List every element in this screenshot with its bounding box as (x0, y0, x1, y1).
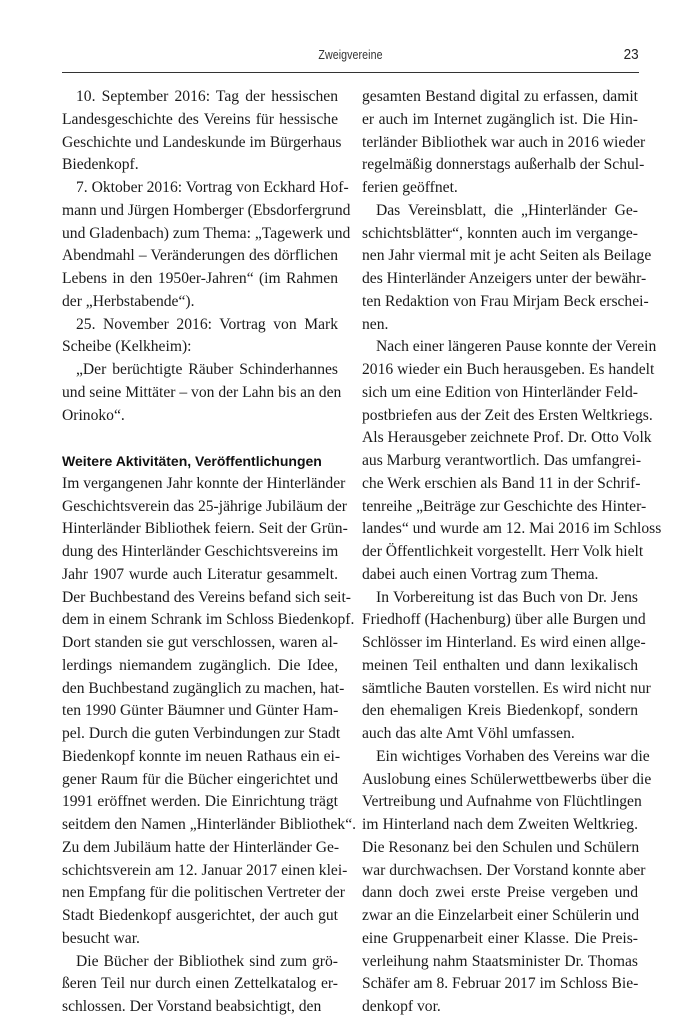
text-line: und Gladenbach) zum Thema: „Tagewerk und (62, 224, 351, 242)
text-line: aus Marburg verantwortlich. Das umfangrei- (362, 452, 642, 469)
text-line: den Buchbestand zugänglich zu machen, hat- (62, 679, 345, 697)
body-paragraph (362, 200, 652, 337)
text-line: dem in einem Schrank im Schloss Biedenkopf. (62, 611, 355, 629)
text-line: meinen Teil enthalten und dann lexikalisch (362, 656, 638, 674)
text-line: war durchwachsen. Der Vorstand konnte aber (362, 861, 646, 879)
body-paragraph (62, 473, 357, 951)
event-entry (62, 86, 342, 177)
text-line: Friedhoff (Hachenburg) über alle Burgen und (362, 611, 646, 629)
text-line: sich um eine Edition von Hinterländer Feld- (362, 383, 638, 401)
text-line: Orinoko“. (62, 406, 125, 424)
text-line: Die Resonanz bei den Schulen und Schülern (362, 838, 640, 856)
text-line: schichtsblätter“, konnten auch im vergange- (362, 224, 638, 242)
text-line: Vertreibung und Aufnahme von Flüchtlingen (362, 793, 642, 811)
text-line: besucht war. (62, 929, 140, 947)
event-entry (62, 314, 338, 360)
event-entry (62, 359, 342, 427)
text-line: Biedenkopf. (62, 156, 139, 174)
text-line: dabei auch einen Vortrag zum Thema. (362, 565, 599, 583)
text-line: Lebens in den 1950er-Jahren“ (im Rahmen (62, 270, 338, 287)
text-line: lerdings niemandem zugänglich. Die Idee, (62, 656, 338, 674)
text-line: Geschichte und Landeskunde im Bürgerhaus (62, 133, 342, 151)
text-line: nen Jahr viermal mit je acht Seiten als Beilage (362, 247, 652, 265)
text-line: des Hinterländer Anzeigers unter der bewähr- (362, 270, 647, 287)
event-entry (62, 177, 351, 314)
body-paragraph (362, 86, 646, 200)
text-line: und seine Mittäter – von der Lahn bis an den (62, 383, 342, 401)
text-line: „Der berüchtigte Räuber Schinderhannes (76, 361, 338, 378)
text-line: In Vorbereitung ist das Buch von Dr. Jens (376, 588, 638, 606)
text-line: dann doch zwei erste Preise vergeben und (362, 884, 638, 902)
text-line: ßeren Teil nur durch einen Zettelkatalog er- (62, 975, 338, 993)
running-title: Zweigvereine (318, 48, 383, 62)
text-line: pel. Durch die guten Verbindungen zur Stadt (62, 725, 341, 742)
text-line: zwar an die Einzelarbeit einer Schülerin und (362, 907, 640, 924)
text-line: Im vergangenen Jahr konnte der Hinterländer (62, 474, 346, 492)
text-line: 25. November 2016: Vortrag von Mark (76, 315, 338, 333)
body-paragraph (362, 587, 651, 746)
text-line: denkopf vor. (362, 998, 441, 1015)
page-number: 23 (623, 46, 639, 63)
body-paragraph (62, 951, 338, 1019)
text-line: Als Herausgeber zeichnete Prof. Dr. Otto Volk (362, 429, 652, 447)
text-line: tenreihe „Beiträge zur Geschichte des Hinter- (362, 497, 647, 515)
text-line: terländer Bibliothek war auch in 2016 wieder (362, 133, 646, 151)
text-line: dung des Hinterländer Geschichtsvereins im (62, 543, 339, 560)
text-line: Die Bücher der Bibliothek sind zum grö- (76, 952, 338, 970)
text-line: Nach einer längeren Pause konnte der Verein (376, 338, 657, 356)
text-line: ten 1990 Günter Bäumner und Günter Ham- (62, 702, 339, 720)
text-line: den ehemaligen Kreis Biedenkopf, sondern (362, 702, 638, 720)
text-line: 7. Oktober 2016: Vortrag von Eckhard Hof- (76, 179, 349, 196)
spacer (62, 427, 338, 450)
text-line: Ein wichtiges Vorhaben des Vereins war die (376, 747, 650, 765)
text-line: schlossen. Der Vorstand beabsichtigt, den (62, 998, 322, 1015)
text-line: landes“ und wurde am 12. Mai 2016 im Schloss (362, 520, 662, 538)
text-line: eine Gruppenarbeit einer Klasse. Die Preis- (362, 929, 638, 947)
text-line: der Öffentlichkeit vorgestellt. Herr Volk hielt (362, 543, 644, 560)
text-line: nen. (362, 315, 389, 333)
text-line: Biedenkopf konnte im neuen Rathaus ein ei- (62, 747, 341, 765)
section-heading: Weitere Aktivitäten, Veröffentlichungen (62, 453, 322, 469)
text-line: postbriefen aus der Zeit des Ersten Weltkriegs. (362, 406, 653, 424)
text-line: auch das alte Amt Vöhl umfassen. (362, 725, 575, 742)
text-line: 1991 eröffnet werden. Die Einrichtung trägt (62, 793, 338, 811)
text-line: gener Raum für die Bücher eingerichtet und (62, 770, 338, 788)
text-line: ferien geöffnet. (362, 179, 458, 196)
text-line: Schlösser im Hinterland. Es wird einen allge- (362, 634, 646, 651)
text-line: nen Empfang für die politischen Vertreter der (62, 884, 345, 902)
text-line: Abendmahl – Veränderungen des dörflichen (62, 247, 338, 265)
text-line: Scheibe (Kelkheim): (62, 338, 192, 356)
text-line: er auch im Internet zugänglich ist. Die Hin- (362, 110, 638, 128)
text-line: che Werk erschien als Band 11 in der Schrif- (362, 474, 641, 492)
text-line: Hinterländer Bibliothek feiern. Seit der Grün- (62, 520, 348, 538)
text-line: Das Vereinsblatt, die „Hinterländer Ge- (376, 201, 638, 219)
text-line: Zu dem Jubiläum hatte der Hinterländer Ge- (62, 838, 340, 856)
text-line: Schäfer am 8. Februar 2017 im Schloss Bie- (362, 975, 639, 993)
body-paragraph (362, 746, 652, 1019)
text-line: Geschichtsverein das 25-jährige Jubiläum der (62, 497, 347, 515)
text-line: 10. September 2016: Tag der hessischen (76, 88, 338, 105)
text-line: gesamten Bestand digital zu erfassen, damit (362, 88, 638, 105)
text-line: schichtsverein am 12. Januar 2017 einen klei- (62, 861, 348, 879)
text-line: Stadt Biedenkopf ausgerichtet, der auch gut (62, 907, 338, 924)
text-line: ten Redaktion von Frau Mirjam Beck erschei- (362, 292, 649, 310)
text-line: Dort standen sie gut verschlossen, waren al- (62, 634, 338, 651)
left-column (62, 86, 357, 1019)
text-line: sämtliche Bauten vorstellen. Es wird nicht nur (362, 679, 651, 697)
text-line: Der Buchbestand des Vereins befand sich seit- (62, 588, 351, 606)
text-line: Jahr 1907 wurde auch Literatur gesammelt. (62, 565, 338, 583)
text-line: der „Herbstabende“). (62, 292, 195, 310)
body-paragraph (362, 336, 662, 586)
text-line: Auslobung eines Schülerwettbewerbs über die (362, 770, 652, 788)
right-column (362, 86, 662, 1019)
page-header (62, 46, 639, 73)
text-line: Landesgeschichte des Vereins für hessische (62, 110, 338, 128)
text-line: verleihung nahm Staatsminister Dr. Thomas (362, 952, 638, 970)
text-line: mann und Jürgen Homberger (Ebsdorfergrund (62, 201, 351, 219)
text-line: 2016 wieder ein Buch herausgeben. Es handelt (362, 361, 655, 378)
text-line: im Hinterland nach dem Zweiten Weltkrieg. (362, 816, 638, 833)
text-line: regelmäßig donnerstags außerhalb der Schul- (362, 156, 645, 174)
text-line: seitdem den Namen „Hinterländer Bibliothek“. (62, 816, 357, 833)
